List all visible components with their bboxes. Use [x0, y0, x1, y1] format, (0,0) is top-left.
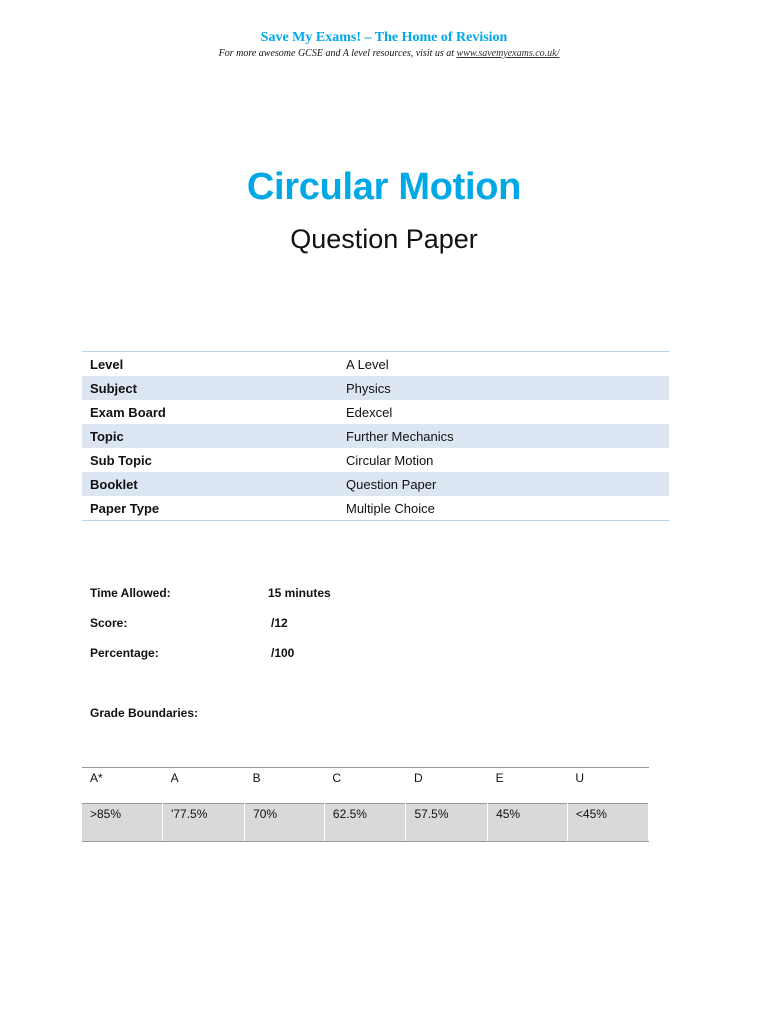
- grade-boundaries-label: Grade Boundaries:: [90, 706, 199, 720]
- info-key: Booklet: [82, 472, 338, 496]
- grade-boundaries-table: [82, 767, 649, 842]
- grade-value: 45%: [488, 804, 568, 842]
- time-allowed-label: Time Allowed:: [90, 586, 171, 600]
- info-key: Exam Board: [90, 404, 166, 420]
- percentage: [90, 646, 295, 660]
- grade-value: 57.5%: [406, 804, 488, 842]
- time-allowed-value: 15 minutes: [268, 586, 331, 600]
- info-value: Multiple Choice: [346, 500, 435, 516]
- brand-title: Save My Exams! – The Home of Revision: [260, 30, 508, 45]
- tagline-text: For more awesome GCSE and A level resources, visit us at: [218, 48, 455, 59]
- info-row: [82, 352, 669, 377]
- document-subtitle: Question Paper: [290, 224, 478, 254]
- info-key: Paper Type: [90, 500, 160, 516]
- info-row: [82, 448, 669, 472]
- page-header: [0, 29, 768, 60]
- info-value: Edexcel: [346, 404, 393, 420]
- grade-value: >85%: [82, 804, 163, 842]
- grade-header-row: [82, 768, 649, 804]
- info-key: Subject: [82, 376, 338, 400]
- info-key: Level: [90, 356, 124, 372]
- score-label: Score:: [90, 616, 128, 630]
- info-value: Physics: [338, 376, 669, 400]
- website-link[interactable]: www.savemyexams.co.uk/: [456, 48, 560, 59]
- info-row: [82, 496, 669, 521]
- grade-header: A*: [90, 771, 103, 785]
- grade-value: <45%: [567, 804, 648, 842]
- grade-value: 70%: [245, 804, 325, 842]
- tagline: [10, 47, 768, 60]
- grade-header: E: [495, 771, 504, 785]
- grade-header: A: [170, 771, 179, 785]
- info-row: [82, 472, 669, 496]
- info-value: Question Paper: [338, 472, 669, 496]
- score: [90, 616, 288, 630]
- document-title: Circular Motion: [246, 166, 522, 208]
- info-key: Sub Topic: [90, 452, 152, 468]
- info-row: [82, 424, 669, 448]
- info-row: [82, 400, 669, 424]
- paper-info-table: [82, 351, 669, 521]
- info-value: Circular Motion: [346, 452, 434, 468]
- grade-header: U: [575, 771, 585, 785]
- grade-header: C: [332, 771, 342, 785]
- percentage-label: Percentage:: [90, 646, 159, 660]
- percentage-value: /100: [271, 646, 295, 660]
- info-value: A Level: [346, 356, 389, 372]
- info-value: Further Mechanics: [338, 424, 669, 448]
- time-allowed: [90, 586, 331, 600]
- info-row: [82, 376, 669, 400]
- info-key: Topic: [82, 424, 338, 448]
- score-value: /12: [271, 616, 288, 630]
- grade-value: '77.5%: [163, 804, 245, 842]
- grade-header: B: [252, 771, 261, 785]
- grade-value-row: [82, 804, 649, 842]
- grade-value: 62.5%: [324, 804, 406, 842]
- grade-header: D: [413, 771, 423, 785]
